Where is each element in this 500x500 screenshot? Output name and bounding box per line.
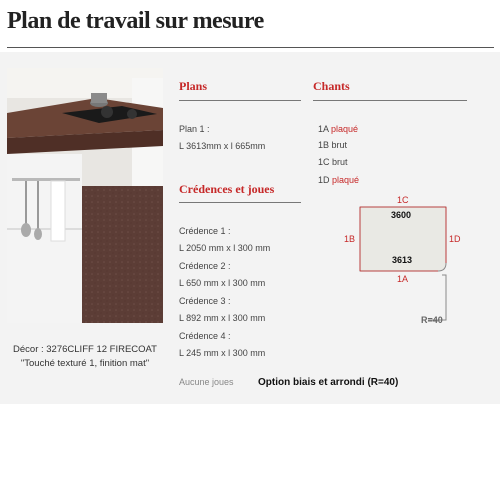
chant-1a bbox=[318, 124, 358, 134]
radius-label: R=40 bbox=[421, 315, 443, 325]
plan-1-label: Plan 1 : bbox=[179, 124, 210, 134]
page-title: Plan de travail sur mesure bbox=[7, 8, 264, 34]
chant-code: 1C bbox=[318, 157, 330, 167]
plans-title: Plans bbox=[179, 79, 208, 93]
credence-2-label: Crédence 2 : bbox=[179, 261, 231, 271]
credence-3-dims: L 892 mm x l 300 mm bbox=[179, 313, 266, 323]
chant-finish: plaqué bbox=[331, 124, 359, 134]
top-length: 3600 bbox=[391, 210, 412, 220]
chant-finish: plaqué bbox=[332, 175, 360, 185]
plan-1-dims: L 3613mm x l 665mm bbox=[179, 141, 266, 151]
chant-code: 1D bbox=[318, 175, 330, 185]
title-divider bbox=[7, 47, 494, 48]
chant-finish: brut bbox=[332, 157, 348, 167]
option-note: Option biais et arrondi (R=40) bbox=[258, 377, 399, 388]
bottom-length: 3613 bbox=[392, 255, 413, 265]
chant-code: 1A bbox=[318, 124, 329, 134]
chant-1d bbox=[318, 175, 359, 185]
edge-label-bottom: 1A bbox=[397, 274, 409, 284]
chant-1c bbox=[318, 157, 348, 167]
edge-label-top: 1C bbox=[397, 195, 409, 205]
credence-1-dims: L 2050 mm x l 300 mm bbox=[179, 243, 271, 253]
credence-4-label: Crédence 4 : bbox=[179, 331, 231, 341]
credence-1-label: Crédence 1 : bbox=[179, 226, 231, 236]
no-joues-note: Aucune joues bbox=[179, 377, 234, 387]
credence-4-dims: L 245 mm x l 300 mm bbox=[179, 348, 266, 358]
plans-divider bbox=[179, 100, 301, 101]
edge-label-right: 1D bbox=[449, 234, 461, 244]
credences-divider bbox=[179, 202, 301, 203]
chant-1b bbox=[318, 140, 347, 150]
edge-label-left: 1B bbox=[344, 234, 356, 244]
chants-divider bbox=[313, 100, 467, 101]
chant-finish: brut bbox=[331, 140, 348, 150]
credences-title: Crédences et joues bbox=[179, 182, 275, 196]
chants-title: Chants bbox=[313, 79, 350, 93]
credence-3-label: Crédence 3 : bbox=[179, 296, 231, 306]
chant-code: 1B bbox=[318, 140, 330, 150]
credence-2-dims: L 650 mm x l 300 mm bbox=[179, 278, 266, 288]
decor-caption: Décor : 3276CLIFF 12 FIRECOAT "Touché texturé 1, finition mat" bbox=[13, 344, 157, 369]
product-photo bbox=[7, 68, 163, 323]
